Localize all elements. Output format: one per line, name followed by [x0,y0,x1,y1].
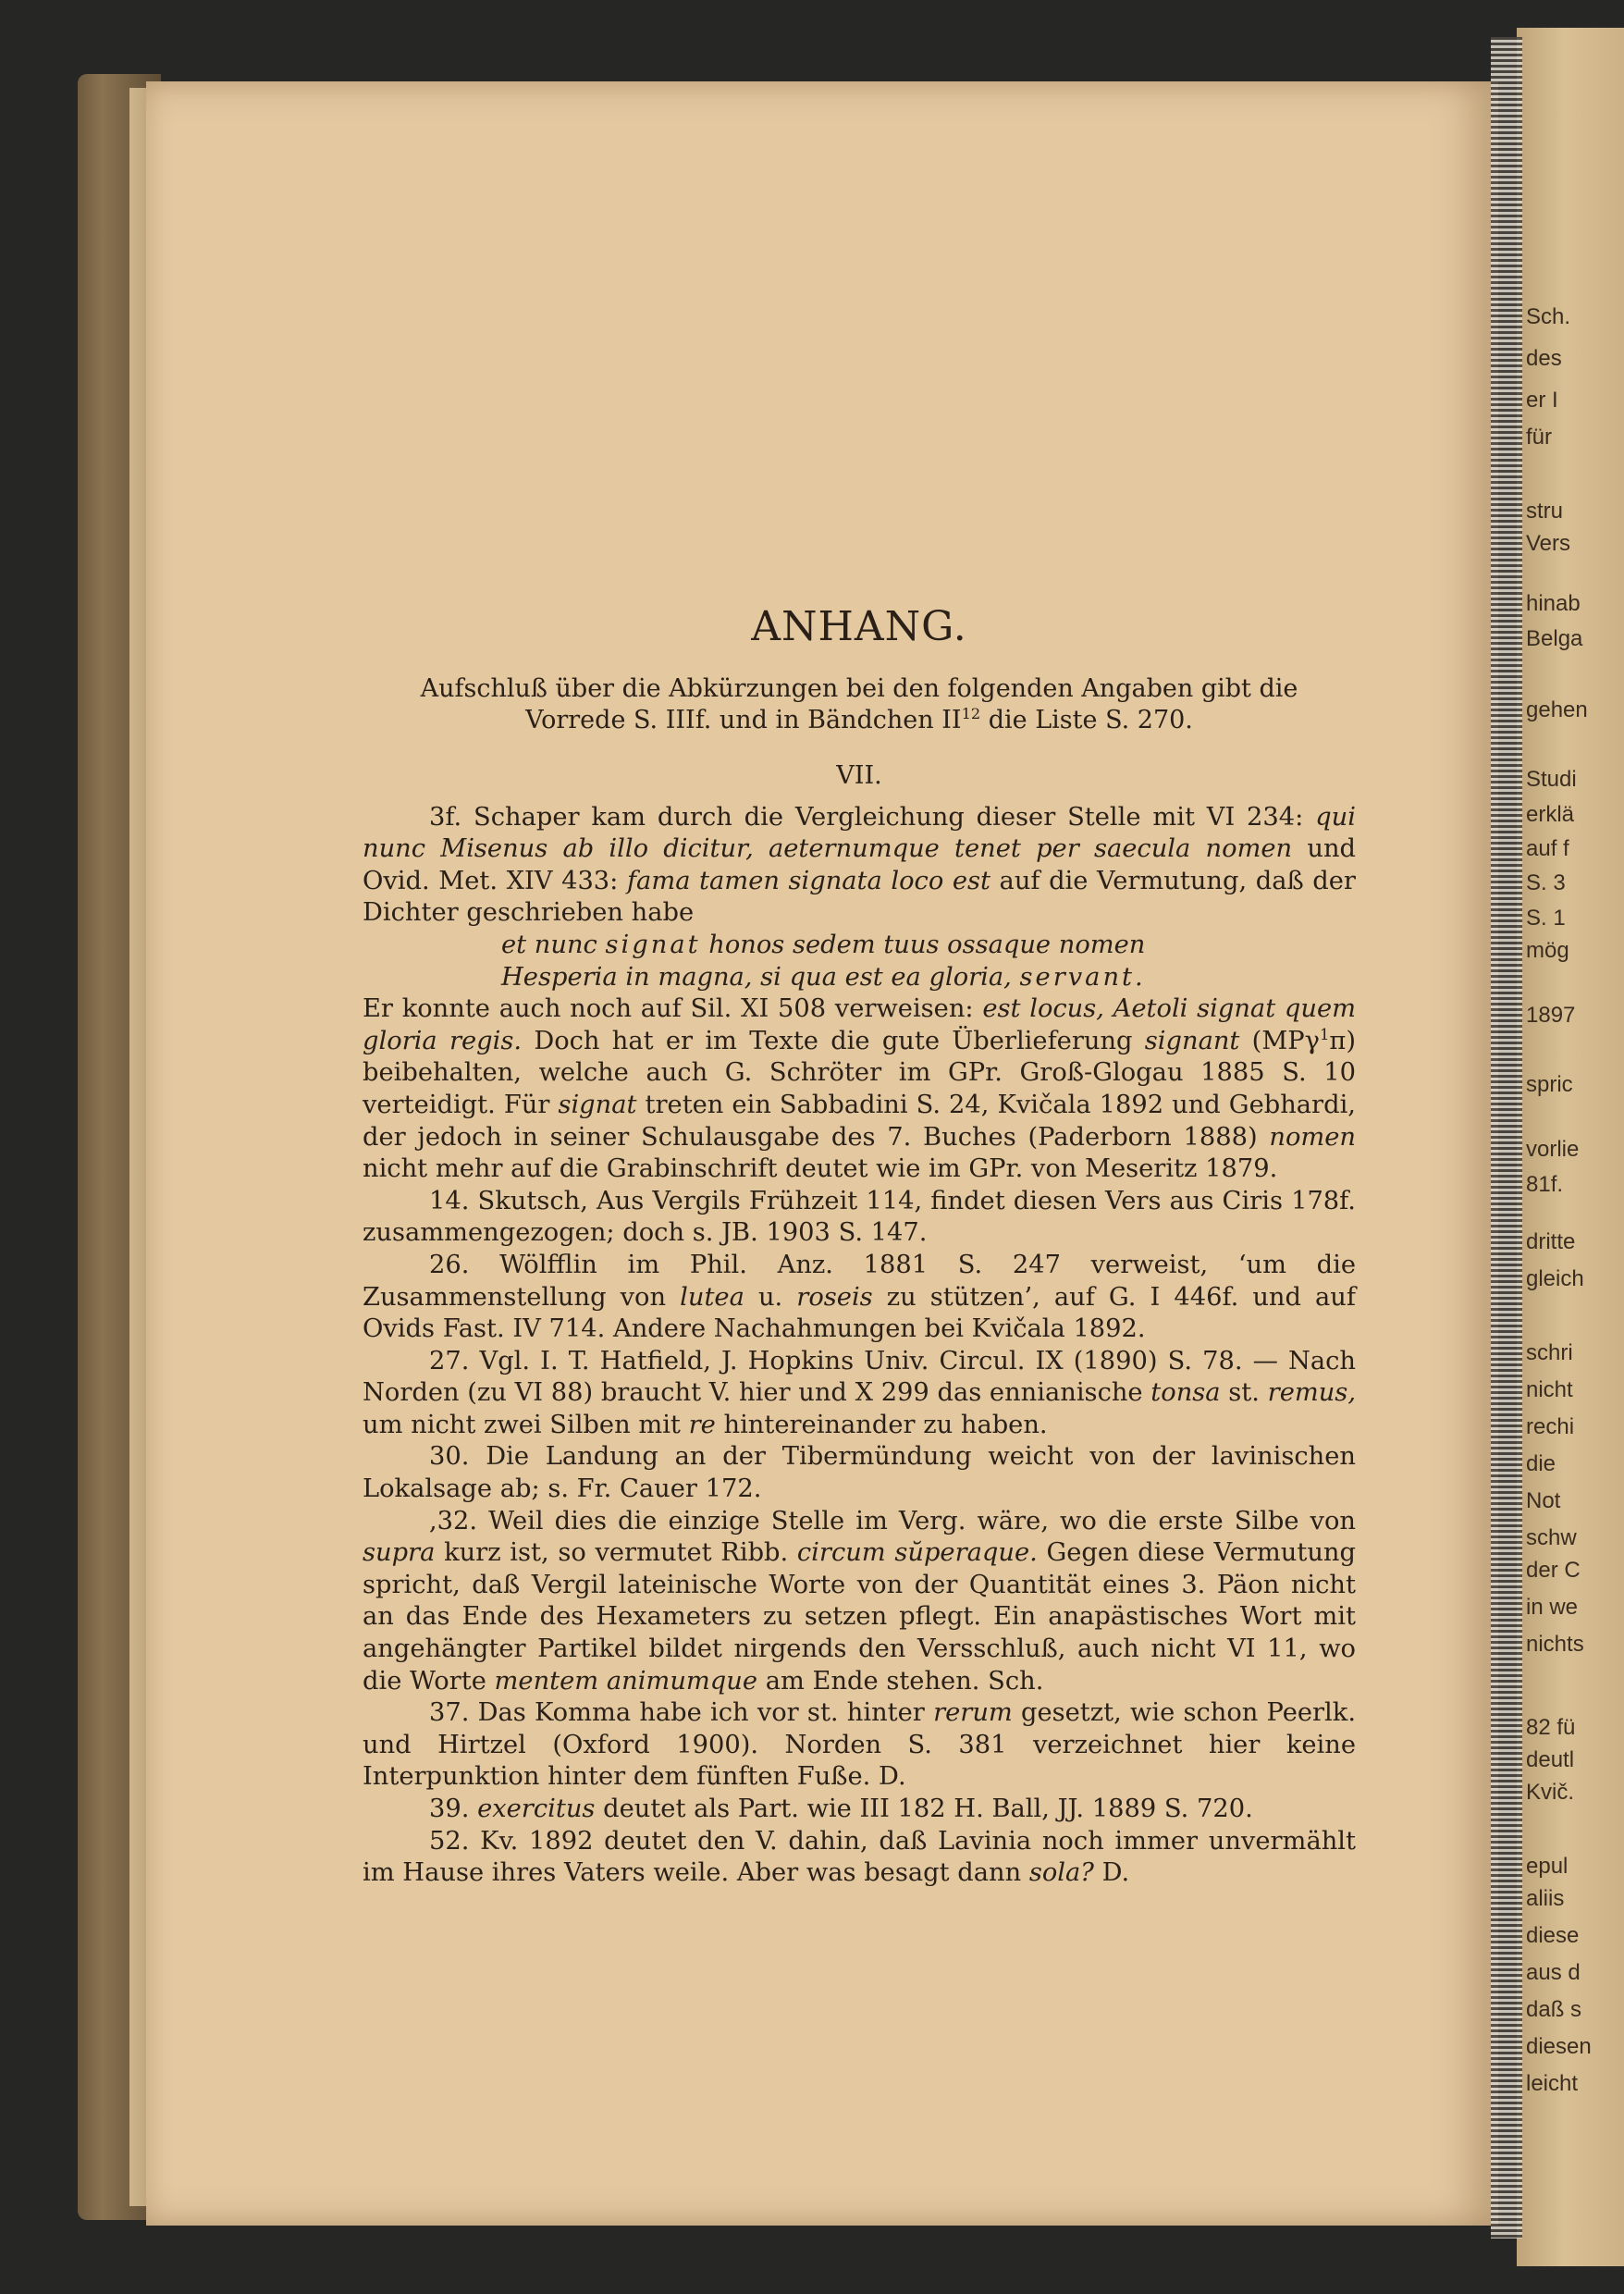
facing-page-text-fragment: 82 fü [1526,1715,1576,1740]
quotation: qui nunc Misenus ab illo dicitur, aeternumque tenet per saecula nomen [363,802,1356,864]
intro-line-2-end: die Liste S. 270. [980,706,1193,734]
text-run: treten ein Sabbadini S. 24, Kvičala 1892 und Gebhardi, der jedoch in seiner Schulausgabe des 7. Buches (Paderborn 1888) [363,1090,1356,1152]
intro-line-2: Vorrede S. IIIf. und in Bändchen II [525,706,962,734]
facing-page-text-fragment: gehen [1526,697,1588,722]
facing-page-text-fragment: nicht [1526,1377,1573,1402]
text-run: Gegen diese Vermutung spricht, daß Vergil lateinische Worte von der Quantität eines 3. Päon nicht an das Ende des Hexameters zu setzen pflegt. Ein anapästisches Wort mit angehängter Partikel bildet nirgends den Versschluß, auch nicht VI 11, wo die Worte [363,1538,1356,1696]
quotation: sola? [1028,1858,1094,1888]
facing-page-text-fragment: die [1526,1451,1556,1476]
text-run: und Ovid. Met. XIV 433: [363,834,1356,895]
text-run: u. [757,1282,783,1312]
facing-page-text-fragment: rechi [1526,1414,1575,1439]
text-run: 27. Vgl. I. T. Hatfield, J. Hopkins Univ. Circul. IX (1890) S. 78. — Nach Norden (zu VI 88) braucht V. hier und X 299 das ennianische [363,1346,1356,1408]
quotation: tonsa [1150,1378,1221,1408]
facing-page-text-fragment: daß s [1526,1997,1582,2022]
superscript: 1 [1319,1025,1330,1043]
note-3f [363,802,1356,930]
note-52 [363,1826,1356,1890]
text-run: ,32. Weil dies die einzige Stelle im Verg. wäre, wo die erste Silbe von [429,1506,1356,1536]
note-14: 14. Skutsch, Aus Vergils Frühzeit 114, findet diesen Vers aus Ciris 178f. zusammengezogen; doch s. JB. 1903 S. 147. [363,1186,1356,1248]
facing-page-text-fragment: Vers [1526,531,1571,556]
facing-page-text-fragment: hinab [1526,591,1581,616]
facing-page-text-fragment: S. 1 [1526,906,1566,931]
verse-text: honos sedem tuus ossaque nomen [708,930,1146,959]
intro-line-1: Aufschluß über die Abkürzungen bei den folgenden Angaben gibt die [420,674,1298,703]
note-26 [363,1250,1356,1346]
note-30: 30. Die Landung an der Tibermündung weicht von der lavinischen Lokalsage ab; s. Fr. Cauer 172. [363,1442,1356,1504]
text-run: D. [1101,1858,1130,1888]
text-run: 3f. Schaper kam durch die Vergleichung dieser Stelle mit VI 234: [429,802,1304,832]
facing-page-text-fragment: Kvič. [1526,1780,1575,1805]
intro-superscript: 12 [961,705,981,722]
quotation: remus, [1267,1378,1356,1408]
facing-page-text-fragment: deutl [1526,1747,1575,1772]
facing-page-text-fragment: Belga [1526,626,1583,651]
quotation: est locus, Aetoli signat quem gloria regis. [363,994,1356,1055]
text-run: 52. Kv. 1892 deutet den V. dahin, daß Lavinia noch immer unvermählt im Hause ihres Vaters weile. Aber was besagt dann [363,1826,1356,1888]
facing-page-text-fragment: Not [1526,1488,1561,1513]
facing-page-text-fragment: schri [1526,1340,1573,1365]
facing-page-text-fragment: in we [1526,1595,1579,1620]
verse-line-2 [363,962,1356,994]
text-run: um nicht zwei Silben mit [363,1410,681,1439]
verse-text: et nunc [501,930,597,959]
note-32 [363,1506,1356,1698]
verse-emphasis: servant. [1019,962,1146,992]
text-run: am Ende stehen. Sch. [765,1666,1044,1696]
quotation: lutea [680,1282,744,1312]
quotation: signant [1144,1026,1240,1055]
verse-emphasis: signat [605,930,701,959]
facing-page-text-fragment: Sch. [1526,304,1571,329]
text-run: auf die Vermutung, daß der Dichter geschrieben habe [363,866,1356,928]
quotation: roseis [796,1282,873,1312]
facing-page-text-fragment: 1897 [1526,1003,1576,1028]
facing-page-text-fragment: 81f. [1526,1172,1564,1197]
facing-page-text-fragment: gleich [1526,1266,1584,1291]
facing-page-text-fragment: spric [1526,1072,1573,1097]
facing-page-text-fragment: schw [1526,1525,1577,1550]
verse-line-1 [363,930,1356,962]
facing-page-text-fragment: leicht [1526,2071,1579,2096]
facing-page-text-fragment: S. 3 [1526,870,1566,895]
facing-page-text-fragment: epul [1526,1854,1569,1879]
text-run: deutet als Part. wie III 182 H. Ball, JJ. 1889 S. 720. [603,1794,1253,1823]
facing-page-text-fragment: diese [1526,1923,1580,1948]
facing-page-text-fragment: nichts [1526,1632,1584,1657]
text-run: Doch hat er im Texte die gute Überlieferung [534,1026,1133,1055]
text-run: Er konnte auch noch auf Sil. XI 508 verweisen: [363,994,974,1024]
text-run: kurz ist, so vermutet Ribb. [444,1538,789,1568]
facing-page-text-fragment: aliis [1526,1886,1565,1911]
quotation: mentem animumque [494,1666,757,1696]
facing-page-text-fragment: dritte [1526,1229,1576,1254]
quotation: fama tamen signata loco est [626,866,990,895]
quotation: re [688,1410,716,1439]
quotation: signat [558,1090,637,1119]
intro-note [363,673,1356,736]
text-run: π) beibehalten, welche auch G. Schröter im GPr. Groß-Glogau 1885 S. 10 verteidigt. Für [363,1026,1356,1119]
quotation: supra [363,1538,436,1568]
facing-page-text-fragment: diesen [1526,2034,1592,2059]
quotation: nomen [1269,1122,1356,1152]
facing-page [1517,28,1624,2266]
facing-page-text-fragment: stru [1526,499,1564,524]
quotation: exercitus [477,1794,596,1823]
facing-page-text-fragment: er I [1526,388,1558,413]
facing-page-text-fragment: Studi [1526,767,1577,792]
quotation: circum sŭperaque. [796,1538,1038,1568]
section-number: VII. [836,761,882,790]
text-run: 39. [429,1794,470,1823]
text-run: (MPγ [1251,1026,1320,1055]
text-run: gesetzt, wie schon Peerlk. und Hirtzel (Oxford 1900). Norden S. 381 verzeichnet hier keine Interpunktion hinter dem fünften Fuße. D. [363,1698,1357,1792]
facing-page-text-fragment: vorlie [1526,1137,1580,1162]
facing-page-text-fragment: des [1526,346,1562,371]
text-run: zu stützen’, auf G. I 446f. und auf Ovids Fast. IV 714. Andere Nachahmungen bei Kvičala 1892. [363,1282,1356,1344]
facing-page-text-fragment: aus d [1526,1960,1581,1985]
facing-page-text-fragment: der C [1526,1558,1581,1583]
text-run: hintereinander zu haben. [723,1410,1048,1439]
note-3f-continued [363,993,1356,1186]
verse-text: Hesperia in magna, si qua est ea gloria, [501,962,1012,992]
note-39 [363,1794,1356,1826]
facing-page-text-fragment: für [1526,425,1553,450]
quotation: rerum [933,1698,1013,1728]
text-run: 37. Das Komma habe ich vor st. hinter [429,1698,925,1728]
text-run: st. [1228,1378,1260,1408]
facing-page-text-fragment: mög [1526,938,1569,963]
note-27 [363,1346,1356,1442]
facing-page-text-fragment: erklä [1526,802,1575,827]
text-run: 26. Wölfflin im Phil. Anz. 1881 S. 247 verweist, ‘um die Zusammenstellung von [363,1250,1356,1312]
binding-gutter [1491,37,1522,2238]
page-content [363,601,1356,1890]
facing-page-text-fragment: auf f [1526,836,1569,861]
note-37 [363,1697,1356,1794]
text-run: nicht mehr auf die Grabinschrift deutet wie im GPr. von Meseritz 1879. [363,1154,1278,1184]
chapter-heading: ANHANG. [751,603,967,650]
